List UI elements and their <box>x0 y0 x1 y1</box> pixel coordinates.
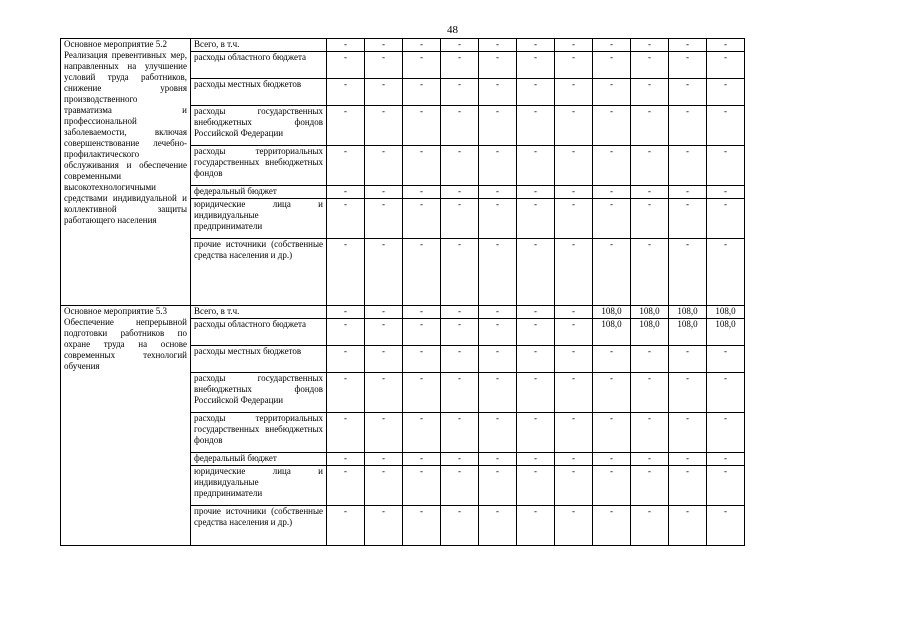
funding-source-cell <box>191 39 327 52</box>
value-cell: - <box>517 466 555 506</box>
value-cell: - <box>707 466 745 506</box>
value-cell: - <box>403 199 441 239</box>
value-cell: - <box>327 52 365 79</box>
value-cell: - <box>365 79 403 106</box>
funding-source-cell <box>191 186 327 199</box>
value-cell: - <box>669 413 707 453</box>
value-cell: 108,0 <box>707 306 745 319</box>
value-cell: - <box>593 346 631 373</box>
value-cell: - <box>555 239 593 306</box>
value-cell: - <box>479 186 517 199</box>
value-cell: - <box>517 239 555 306</box>
value-cell: - <box>441 106 479 146</box>
value-cell: - <box>479 373 517 413</box>
value-cell: - <box>593 506 631 546</box>
value-cell: - <box>327 239 365 306</box>
value-cell: - <box>631 39 669 52</box>
value-cell: - <box>327 319 365 346</box>
value-cell: - <box>631 52 669 79</box>
value-cell: - <box>593 39 631 52</box>
value-cell: - <box>479 306 517 319</box>
value-cell: - <box>327 146 365 186</box>
value-cell: - <box>517 373 555 413</box>
value-cell: - <box>593 52 631 79</box>
table-row <box>61 39 745 52</box>
value-cell: - <box>707 106 745 146</box>
value-cell: - <box>441 52 479 79</box>
budget-table <box>60 38 745 546</box>
value-cell: - <box>631 106 669 146</box>
value-cell: - <box>403 52 441 79</box>
funding-source-label: расходы территориальных государственных внебюджетных фондов <box>194 146 323 178</box>
value-cell: - <box>365 453 403 466</box>
value-cell: - <box>555 319 593 346</box>
page-number: 48 <box>447 24 458 36</box>
value-cell: - <box>555 146 593 186</box>
value-cell: - <box>441 346 479 373</box>
value-cell: - <box>555 346 593 373</box>
value-cell: - <box>479 79 517 106</box>
value-cell: - <box>707 52 745 79</box>
value-cell: - <box>327 199 365 239</box>
value-cell: - <box>365 52 403 79</box>
value-cell: 108,0 <box>707 319 745 346</box>
funding-source-label: федеральный бюджет <box>194 453 277 463</box>
value-cell: - <box>669 52 707 79</box>
value-cell: - <box>365 413 403 453</box>
value-cell: - <box>403 186 441 199</box>
value-cell: - <box>441 239 479 306</box>
value-cell: - <box>669 346 707 373</box>
value-cell: - <box>555 453 593 466</box>
value-cell: - <box>479 506 517 546</box>
value-cell: - <box>517 39 555 52</box>
value-cell: - <box>403 239 441 306</box>
value-cell: - <box>327 506 365 546</box>
value-cell: - <box>479 346 517 373</box>
funding-source-cell <box>191 146 327 186</box>
value-cell: - <box>327 79 365 106</box>
funding-source-label: расходы местных бюджетов <box>194 346 302 356</box>
value-cell: - <box>707 146 745 186</box>
value-cell: - <box>669 199 707 239</box>
value-cell: - <box>631 506 669 546</box>
value-cell: - <box>403 319 441 346</box>
value-cell: - <box>403 413 441 453</box>
value-cell: - <box>555 506 593 546</box>
value-cell: - <box>441 39 479 52</box>
value-cell: - <box>327 306 365 319</box>
value-cell: - <box>441 199 479 239</box>
value-cell: - <box>403 453 441 466</box>
funding-source-label: расходы государственных внебюджетных фондов Российской Федерации <box>194 373 323 405</box>
value-cell: - <box>365 506 403 546</box>
value-cell: - <box>441 319 479 346</box>
value-cell: 108,0 <box>669 319 707 346</box>
funding-source-cell <box>191 373 327 413</box>
value-cell: - <box>441 186 479 199</box>
value-cell: - <box>441 373 479 413</box>
value-cell: - <box>403 506 441 546</box>
value-cell: - <box>441 413 479 453</box>
value-cell: - <box>365 239 403 306</box>
table-body <box>61 39 745 546</box>
funding-source-cell <box>191 506 327 546</box>
value-cell: - <box>479 413 517 453</box>
funding-source-cell <box>191 106 327 146</box>
value-cell: - <box>365 373 403 413</box>
value-cell: - <box>593 79 631 106</box>
measure-description: Обеспечение непрерывной подготовки работников по охране труда на основе современных технологий обучения <box>64 317 187 371</box>
value-cell: - <box>555 413 593 453</box>
value-cell: - <box>327 373 365 413</box>
funding-source-cell <box>191 346 327 373</box>
measure-code: Основное мероприятие 5.2 <box>64 39 167 49</box>
value-cell: - <box>479 52 517 79</box>
value-cell: - <box>593 239 631 306</box>
value-cell: - <box>441 466 479 506</box>
value-cell: - <box>631 453 669 466</box>
funding-source-label: расходы областного бюджета <box>194 52 307 62</box>
value-cell: - <box>479 199 517 239</box>
value-cell: - <box>517 346 555 373</box>
value-cell: - <box>327 106 365 146</box>
value-cell: - <box>517 199 555 239</box>
value-cell: - <box>669 239 707 306</box>
value-cell: - <box>593 453 631 466</box>
value-cell: - <box>327 186 365 199</box>
value-cell: - <box>707 373 745 413</box>
value-cell: - <box>631 413 669 453</box>
value-cell: - <box>441 306 479 319</box>
funding-source-label: прочие источники (собственные средства населения и др.) <box>194 239 323 260</box>
funding-source-cell <box>191 466 327 506</box>
value-cell: - <box>707 453 745 466</box>
value-cell: - <box>327 413 365 453</box>
value-cell: 108,0 <box>593 306 631 319</box>
value-cell: - <box>669 39 707 52</box>
value-cell: - <box>669 506 707 546</box>
value-cell: - <box>327 453 365 466</box>
funding-source-label: расходы областного бюджета <box>194 319 307 329</box>
value-cell: - <box>479 239 517 306</box>
funding-source-label: федеральный бюджет <box>194 186 277 196</box>
value-cell: - <box>365 106 403 146</box>
value-cell: 108,0 <box>593 319 631 346</box>
value-cell: - <box>441 79 479 106</box>
value-cell: - <box>593 106 631 146</box>
value-cell: - <box>555 106 593 146</box>
value-cell: - <box>631 373 669 413</box>
funding-source-label: Всего, в т.ч. <box>194 306 240 316</box>
funding-source-label: юридические лица и индивидуальные предприниматели <box>194 466 323 498</box>
value-cell: - <box>365 186 403 199</box>
value-cell: 108,0 <box>669 306 707 319</box>
value-cell: - <box>327 346 365 373</box>
value-cell: - <box>593 413 631 453</box>
value-cell: - <box>555 199 593 239</box>
value-cell: - <box>707 413 745 453</box>
value-cell: - <box>365 346 403 373</box>
value-cell: - <box>365 199 403 239</box>
value-cell: - <box>479 39 517 52</box>
value-cell: - <box>517 306 555 319</box>
table-row <box>61 306 745 319</box>
value-cell: - <box>631 146 669 186</box>
funding-source-label: расходы территориальных государственных внебюджетных фондов <box>194 413 323 445</box>
value-cell: - <box>365 39 403 52</box>
value-cell: - <box>631 346 669 373</box>
funding-source-label: прочие источники (собственные средства населения и др.) <box>194 506 323 527</box>
value-cell: - <box>327 466 365 506</box>
funding-source-cell <box>191 453 327 466</box>
value-cell: - <box>555 186 593 199</box>
value-cell: - <box>479 146 517 186</box>
funding-source-label: расходы государственных внебюджетных фондов Российской Федерации <box>194 106 323 138</box>
value-cell: - <box>403 106 441 146</box>
value-cell: - <box>365 146 403 186</box>
value-cell: - <box>479 106 517 146</box>
value-cell: - <box>403 346 441 373</box>
measure-cell <box>61 306 191 546</box>
value-cell: - <box>555 466 593 506</box>
value-cell: - <box>631 79 669 106</box>
funding-source-cell <box>191 239 327 306</box>
value-cell: - <box>403 466 441 506</box>
funding-source-cell <box>191 199 327 239</box>
value-cell: - <box>593 466 631 506</box>
funding-source-label: юридические лица и индивидуальные предприниматели <box>194 199 323 231</box>
value-cell: - <box>479 319 517 346</box>
value-cell: - <box>517 506 555 546</box>
value-cell: - <box>707 79 745 106</box>
funding-source-cell <box>191 306 327 319</box>
value-cell: - <box>593 199 631 239</box>
value-cell: - <box>555 39 593 52</box>
value-cell: - <box>631 239 669 306</box>
value-cell: - <box>403 39 441 52</box>
value-cell: - <box>403 373 441 413</box>
funding-source-cell <box>191 52 327 79</box>
value-cell: - <box>707 186 745 199</box>
value-cell: - <box>707 239 745 306</box>
measure-code: Основное мероприятие 5.3 <box>64 306 167 316</box>
value-cell: - <box>669 453 707 466</box>
value-cell: - <box>517 106 555 146</box>
value-cell: - <box>517 79 555 106</box>
value-cell: - <box>365 319 403 346</box>
value-cell: - <box>403 306 441 319</box>
value-cell: - <box>327 39 365 52</box>
value-cell: - <box>365 306 403 319</box>
value-cell: - <box>707 199 745 239</box>
value-cell: - <box>365 466 403 506</box>
value-cell: - <box>517 319 555 346</box>
value-cell: - <box>479 453 517 466</box>
value-cell: - <box>517 453 555 466</box>
value-cell: - <box>669 466 707 506</box>
measure-description: Реализация превентивных мер, направленных на улучшение условий труда работников, снижение уровня производственного травматизма и профессиональной заболеваемости, включая совершенствование лечебно-профилактического обслуживания и обеспечение современными высокотехнологичными средствами индивидуальной и коллективной защиты работающего населения <box>64 50 187 225</box>
value-cell: - <box>669 79 707 106</box>
value-cell: - <box>403 79 441 106</box>
funding-source-cell <box>191 79 327 106</box>
value-cell: - <box>517 186 555 199</box>
value-cell: - <box>669 146 707 186</box>
value-cell: - <box>707 506 745 546</box>
value-cell: - <box>479 466 517 506</box>
value-cell: - <box>669 186 707 199</box>
value-cell: - <box>555 79 593 106</box>
value-cell: - <box>593 373 631 413</box>
value-cell: - <box>517 146 555 186</box>
value-cell: - <box>403 146 441 186</box>
funding-source-label: Всего, в т.ч. <box>194 39 240 49</box>
funding-source-label: расходы местных бюджетов <box>194 79 302 89</box>
value-cell: - <box>631 466 669 506</box>
value-cell: - <box>441 146 479 186</box>
measure-cell <box>61 39 191 306</box>
value-cell: - <box>441 506 479 546</box>
value-cell: - <box>517 52 555 79</box>
value-cell: - <box>441 453 479 466</box>
value-cell: - <box>555 373 593 413</box>
value-cell: - <box>631 186 669 199</box>
value-cell: - <box>669 106 707 146</box>
value-cell: - <box>593 186 631 199</box>
value-cell: - <box>631 199 669 239</box>
funding-source-cell <box>191 319 327 346</box>
value-cell: - <box>707 39 745 52</box>
value-cell: 108,0 <box>631 306 669 319</box>
value-cell: - <box>555 52 593 79</box>
value-cell: 108,0 <box>631 319 669 346</box>
value-cell: - <box>707 346 745 373</box>
funding-source-cell <box>191 413 327 453</box>
value-cell: - <box>517 413 555 453</box>
value-cell: - <box>669 373 707 413</box>
value-cell: - <box>555 306 593 319</box>
value-cell: - <box>593 146 631 186</box>
